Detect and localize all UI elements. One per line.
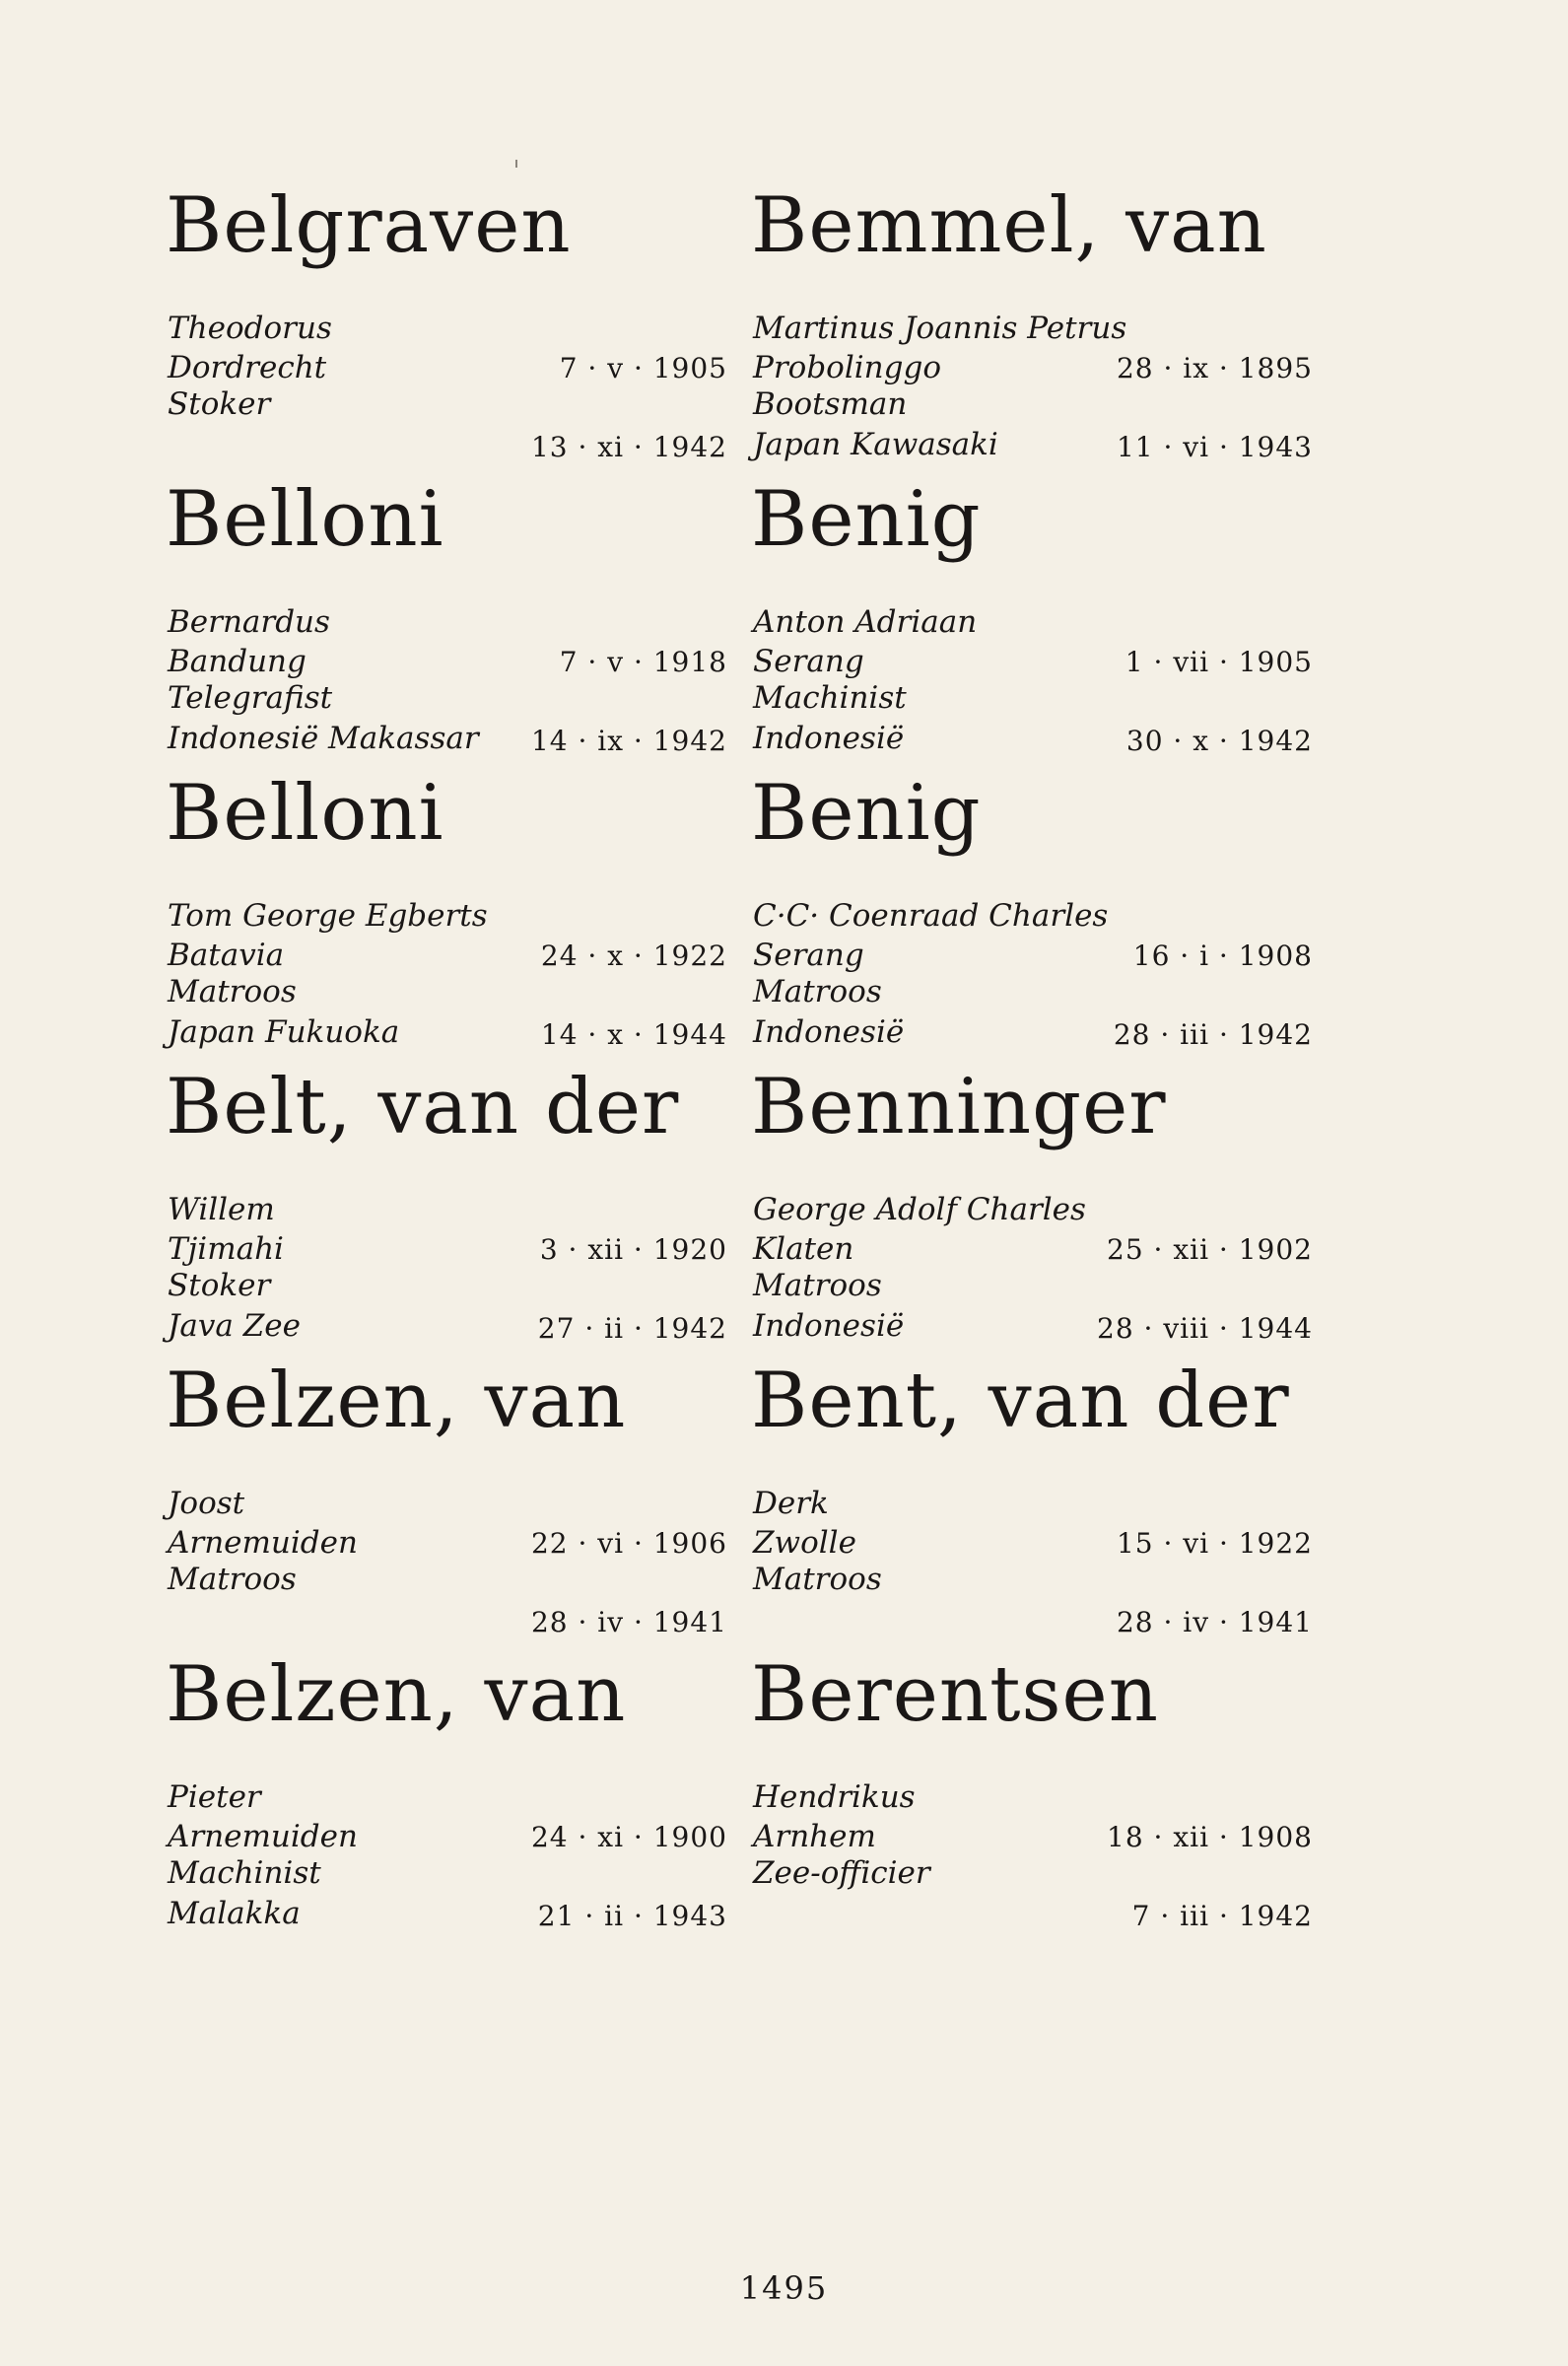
rank: Zee-officier — [753, 1855, 930, 1891]
entry-benig-anton — [751, 475, 1313, 767]
entry-belzen-joost — [166, 1357, 727, 1648]
death-date: 28 · iii · 1942 — [1113, 1018, 1313, 1051]
rank: Matroos — [753, 1268, 882, 1303]
entry-benig-coenraad — [751, 769, 1313, 1061]
given-names: Martinus Joannis Petrus — [753, 311, 1127, 346]
entry-berentsen — [751, 1650, 1313, 1942]
rank: Matroos — [168, 974, 297, 1009]
birthplace: Probolinggo — [753, 350, 941, 385]
birthplace: Arnemuiden — [168, 1819, 358, 1854]
entry-belgraven — [166, 181, 727, 473]
birth-date: 1 · vii · 1905 — [1125, 646, 1313, 678]
given-names: Hendrikus — [753, 1779, 916, 1815]
death-date: 21 · ii · 1943 — [537, 1900, 727, 1932]
birthplace: Serang — [753, 938, 864, 973]
death-date: 14 · x · 1944 — [540, 1018, 727, 1051]
death-date: 27 · ii · 1942 — [537, 1312, 727, 1345]
rank: Machinist — [753, 680, 907, 716]
birthplace: Serang — [753, 644, 864, 679]
death-date: 30 · x · 1942 — [1125, 725, 1313, 757]
given-names: Pieter — [168, 1779, 261, 1815]
entry-bemmel-van — [751, 181, 1313, 473]
surname: Belgraven — [166, 181, 572, 270]
surname: Benig — [751, 769, 982, 858]
rank: Stoker — [168, 1268, 271, 1303]
rank: Matroos — [168, 1562, 297, 1597]
birth-date: 24 · x · 1922 — [540, 939, 727, 972]
rank: Bootsman — [753, 386, 908, 422]
birth-date: 7 · v · 1918 — [559, 646, 727, 678]
death-place: Indonesië Makassar — [168, 721, 479, 756]
death-date: 28 · iv · 1941 — [1116, 1606, 1313, 1638]
surname: Belloni — [166, 475, 444, 564]
entry-belzen-pieter — [166, 1650, 727, 1942]
birthplace: Zwolle — [753, 1525, 856, 1561]
surname: Benig — [751, 475, 982, 564]
birthplace: Arnemuiden — [168, 1525, 358, 1561]
given-names: C·C· Coenraad Charles — [753, 898, 1109, 934]
given-names: George Adolf Charles — [753, 1192, 1086, 1227]
given-names: Bernardus — [168, 604, 330, 640]
birth-date: 3 · xii · 1920 — [539, 1233, 727, 1266]
death-date: 13 · xi · 1942 — [530, 431, 727, 463]
given-names: Anton Adriaan — [753, 604, 978, 640]
page-mark — [515, 160, 517, 168]
birthplace: Bandung — [168, 644, 307, 679]
birth-date: 15 · vi · 1922 — [1116, 1527, 1313, 1560]
surname: Belzen, van — [166, 1357, 627, 1445]
rank: Telegrafist — [168, 680, 333, 716]
birthplace: Batavia — [168, 938, 285, 973]
given-names: Tom George Egberts — [168, 898, 488, 934]
entry-bent-van-der — [751, 1357, 1313, 1648]
death-place: Indonesië — [753, 721, 905, 756]
given-names: Theodorus — [168, 311, 332, 346]
surname: Bent, van der — [751, 1357, 1290, 1445]
death-place: Indonesië — [753, 1308, 905, 1344]
page-number: 1495 — [739, 2269, 829, 2307]
entry-belloni-bernardus — [166, 475, 727, 767]
death-date: 28 · viii · 1944 — [1097, 1312, 1313, 1345]
surname: Berentsen — [751, 1650, 1159, 1739]
birth-date: 16 · i · 1908 — [1132, 939, 1313, 972]
given-names: Derk — [753, 1486, 829, 1521]
birth-date: 28 · ix · 1895 — [1116, 352, 1313, 384]
birth-date: 25 · xii · 1902 — [1107, 1233, 1313, 1266]
surname: Belloni — [166, 769, 444, 858]
birth-date: 24 · xi · 1900 — [530, 1821, 727, 1853]
birthplace: Tjimahi — [168, 1231, 284, 1267]
death-place: Indonesië — [753, 1014, 905, 1050]
entry-benninger — [751, 1063, 1313, 1355]
death-date: 28 · iv · 1941 — [530, 1606, 727, 1638]
birthplace: Dordrecht — [168, 350, 327, 385]
surname: Belzen, van — [166, 1650, 627, 1739]
death-place: Malakka — [168, 1896, 301, 1931]
given-names: Willem — [168, 1192, 275, 1227]
death-date: 11 · vi · 1943 — [1116, 431, 1313, 463]
death-place: Japan Kawasaki — [753, 427, 998, 462]
birth-date: 18 · xii · 1908 — [1107, 1821, 1313, 1853]
rank: Matroos — [753, 974, 882, 1009]
birth-date: 22 · vi · 1906 — [530, 1527, 727, 1560]
death-place: Java Zee — [168, 1308, 301, 1344]
given-names: Joost — [168, 1486, 245, 1521]
death-date: 14 · ix · 1942 — [530, 725, 727, 757]
rank: Machinist — [168, 1855, 321, 1891]
death-place: Japan Fukuoka — [168, 1014, 400, 1050]
birthplace: Klaten — [753, 1231, 854, 1267]
birthplace: Arnhem — [753, 1819, 876, 1854]
entry-belt-van-der — [166, 1063, 727, 1355]
entry-belloni-tom — [166, 769, 727, 1061]
surname: Bemmel, van — [751, 181, 1267, 270]
birth-date: 7 · v · 1905 — [559, 352, 727, 384]
death-date: 7 · iii · 1942 — [1131, 1900, 1313, 1932]
rank: Stoker — [168, 386, 271, 422]
surname: Belt, van der — [166, 1063, 680, 1151]
surname: Benninger — [751, 1063, 1167, 1151]
rank: Matroos — [753, 1562, 882, 1597]
